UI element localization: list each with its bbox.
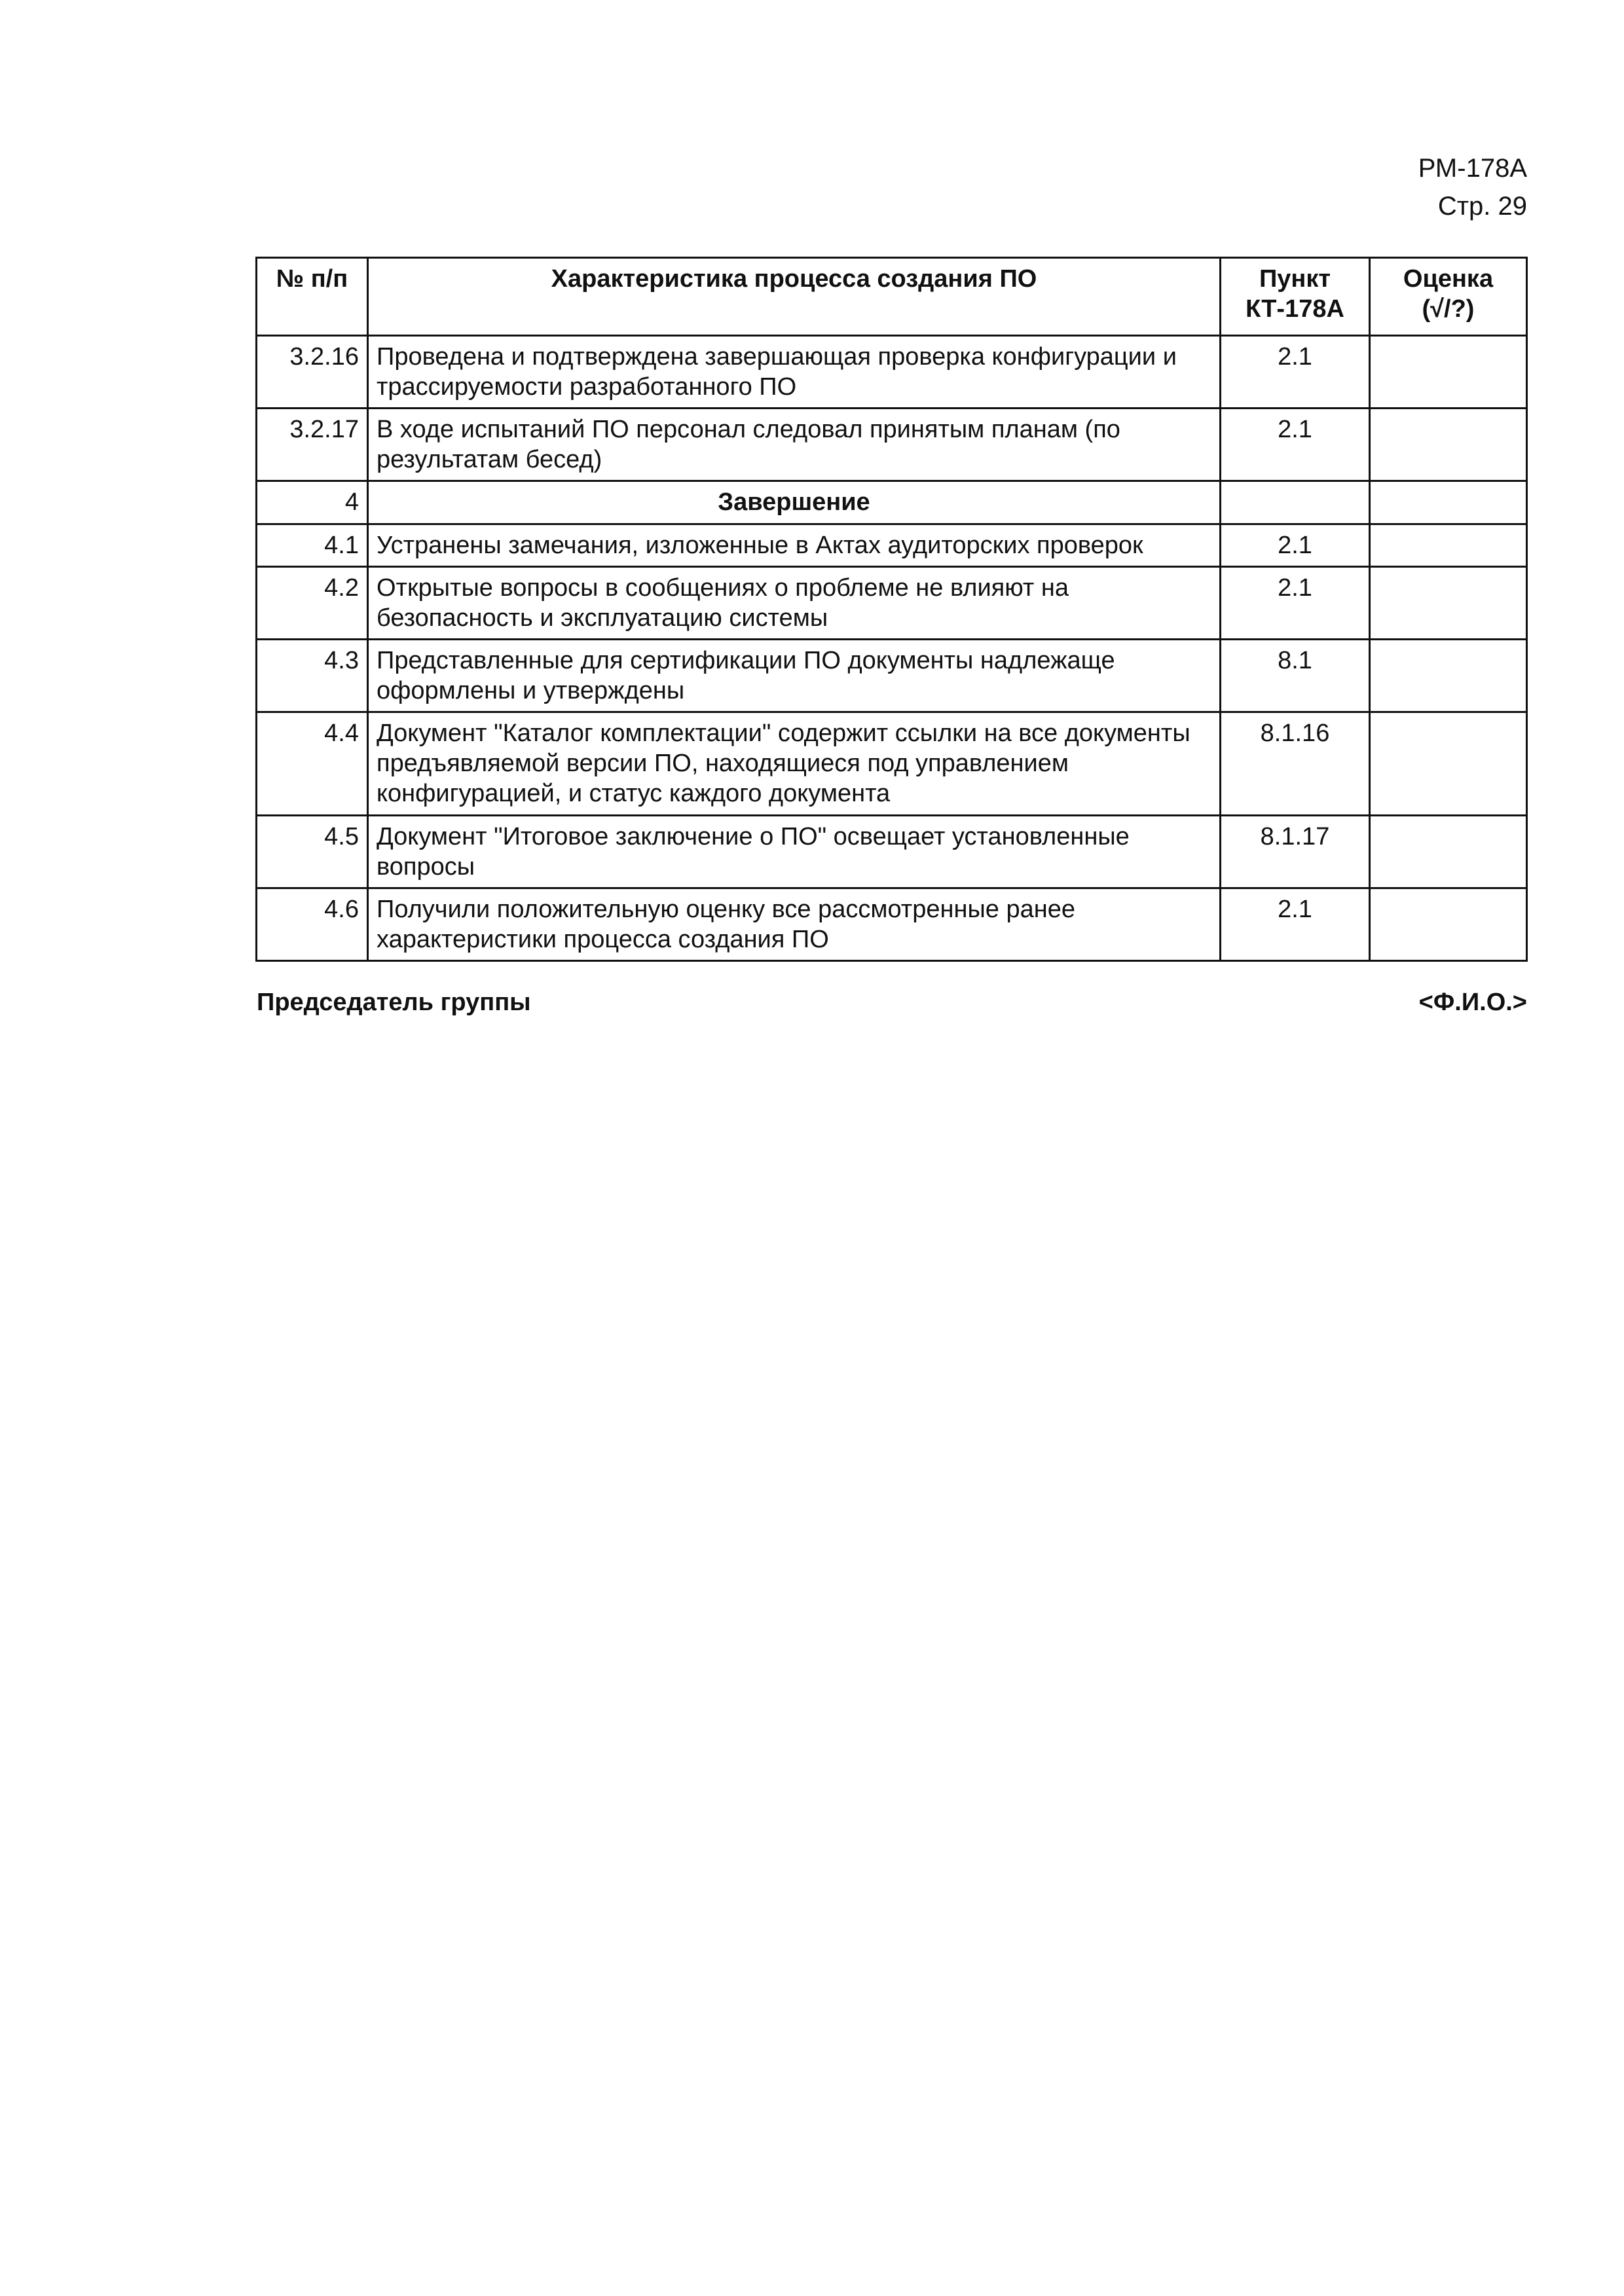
column-header-reference <box>1221 258 1370 336</box>
row-grade-cell[interactable] <box>1370 567 1527 640</box>
row-number: 4.3 <box>257 640 368 712</box>
row-characteristic: Устранены замечания, изложенные в Актах аудиторских проверок <box>368 524 1221 567</box>
row-reference: 2.1 <box>1221 336 1370 409</box>
column-header-characteristic: Характеристика процесса создания ПО <box>368 258 1221 336</box>
row-grade-cell[interactable] <box>1370 712 1527 816</box>
table-row <box>257 336 1527 409</box>
column-header-reference-line1: Пункт <box>1259 265 1331 293</box>
row-characteristic: Представленные для сертификации ПО документы надлежаще оформлены и утверждены <box>368 640 1221 712</box>
section-title: Завершение <box>368 481 1221 524</box>
row-reference: 8.1.16 <box>1221 712 1370 816</box>
row-characteristic: Открытые вопросы в сообщениях о проблеме не влияют на безопасность и эксплуатацию системы <box>368 567 1221 640</box>
page-header <box>1418 149 1527 225</box>
section-number: 4 <box>257 481 368 524</box>
section-row <box>257 481 1527 524</box>
signer-name-placeholder: <Ф.И.О.> <box>1418 989 1527 1016</box>
table-row <box>257 712 1527 816</box>
column-header-grade-line2: (√/?) <box>1422 295 1475 323</box>
row-number: 4.6 <box>257 888 368 961</box>
row-grade-cell[interactable] <box>1370 888 1527 961</box>
row-characteristic: Получили положительную оценку все рассмотренные ранее характеристики процесса создания ПО <box>368 888 1221 961</box>
signer-role: Председатель группы <box>257 989 531 1016</box>
row-reference <box>1221 481 1370 524</box>
row-number: 4.2 <box>257 567 368 640</box>
row-reference: 2.1 <box>1221 409 1370 481</box>
row-number: 3.2.16 <box>257 336 368 409</box>
row-number: 4.1 <box>257 524 368 567</box>
row-number: 4.5 <box>257 816 368 888</box>
table-row <box>257 567 1527 640</box>
row-grade-cell[interactable] <box>1370 481 1527 524</box>
row-reference: 8.1 <box>1221 640 1370 712</box>
row-grade-cell[interactable] <box>1370 409 1527 481</box>
row-reference: 2.1 <box>1221 567 1370 640</box>
process-checklist-table <box>255 257 1528 962</box>
row-reference: 2.1 <box>1221 888 1370 961</box>
row-grade-cell[interactable] <box>1370 816 1527 888</box>
row-grade-cell[interactable] <box>1370 524 1527 567</box>
table-row <box>257 409 1527 481</box>
table-header-row <box>257 258 1527 336</box>
row-number: 3.2.17 <box>257 409 368 481</box>
table-row <box>257 816 1527 888</box>
column-header-reference-line2: КТ-178А <box>1246 295 1344 323</box>
row-characteristic: Документ "Каталог комплектации" содержит ссылки на все документы предъявляемой версии ПО, находящиеся под управлением конфигурацией, и статус каждого документа <box>368 712 1221 816</box>
row-reference: 8.1.17 <box>1221 816 1370 888</box>
row-grade-cell[interactable] <box>1370 640 1527 712</box>
row-characteristic: Проведена и подтверждена завершающая проверка конфигурации и трассируемости разработанного ПО <box>368 336 1221 409</box>
table-row <box>257 888 1527 961</box>
row-characteristic: Документ "Итоговое заключение о ПО" освещает установленные вопросы <box>368 816 1221 888</box>
table-row <box>257 524 1527 567</box>
column-header-grade-line1: Оценка <box>1403 265 1494 293</box>
row-grade-cell[interactable] <box>1370 336 1527 409</box>
page-number: Стр. 29 <box>1437 192 1527 221</box>
column-header-grade <box>1370 258 1527 336</box>
column-header-number: № п/п <box>257 258 368 336</box>
row-characteristic: В ходе испытаний ПО персонал следовал принятым планам (по результатам бесед) <box>368 409 1221 481</box>
row-number: 4.4 <box>257 712 368 816</box>
table-row <box>257 640 1527 712</box>
row-reference: 2.1 <box>1221 524 1370 567</box>
document-code: РМ-178А <box>1418 154 1527 183</box>
